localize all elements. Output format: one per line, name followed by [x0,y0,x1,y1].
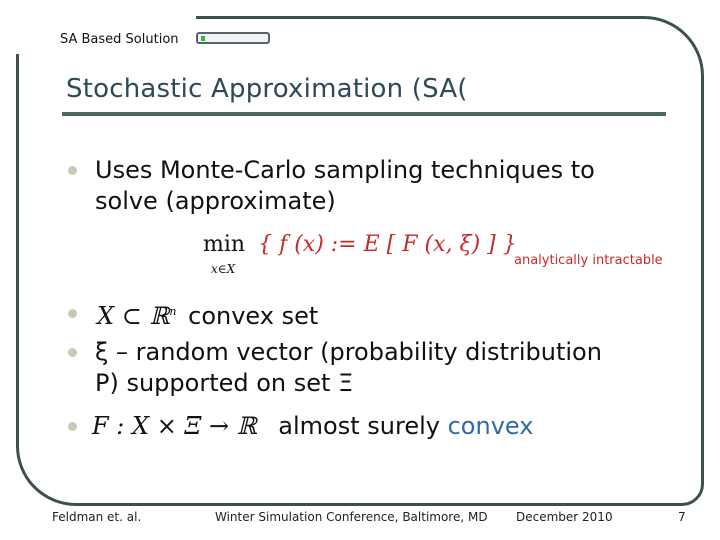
page-number: 7 [678,510,686,524]
bullet-dot [68,309,77,318]
intractable-note: analytically intractable [514,253,663,268]
footer-authors: Feldman et. al. [52,510,142,524]
set-exponent: n [169,305,177,318]
function-definition: F : X × Ξ → ℝ [92,412,257,440]
bullet-dot [68,422,77,431]
bullet-dot [68,166,77,175]
bullet-4 [92,411,533,441]
min-subscript: x∈X [211,262,236,276]
convex-word: convex [447,412,534,440]
objective-formula [203,232,517,276]
footer-date: December 2010 [516,510,613,524]
slide-title: Stochastic Approximation (SA( [66,74,468,104]
objective-expression: { f (x) := E [ F (x, ξ) ] } [258,232,517,257]
bullet-2 [97,297,318,331]
convex-set-text: convex set [188,302,319,330]
almost-surely-text: almost surely [278,412,440,440]
bullet-3-line-2: P) supported on set Ξ [95,369,354,397]
min-operator: min [203,232,246,257]
title-underline [62,112,666,116]
section-label: SA Based Solution [60,32,179,47]
bullet-1-line-2: solve (approximate) [95,187,336,215]
bullet-3-line-1: ξ – random vector (probability distribution [95,338,602,366]
bullet-1-line-1: Uses Monte-Carlo sampling techniques to [95,156,595,184]
progress-fill [201,36,205,41]
bullet-dot [68,348,77,357]
set-definition: X ⊂ ℝ [97,302,170,330]
progress-bar [196,32,270,44]
footer-conference: Winter Simulation Conference, Baltimore, MD [215,510,488,524]
